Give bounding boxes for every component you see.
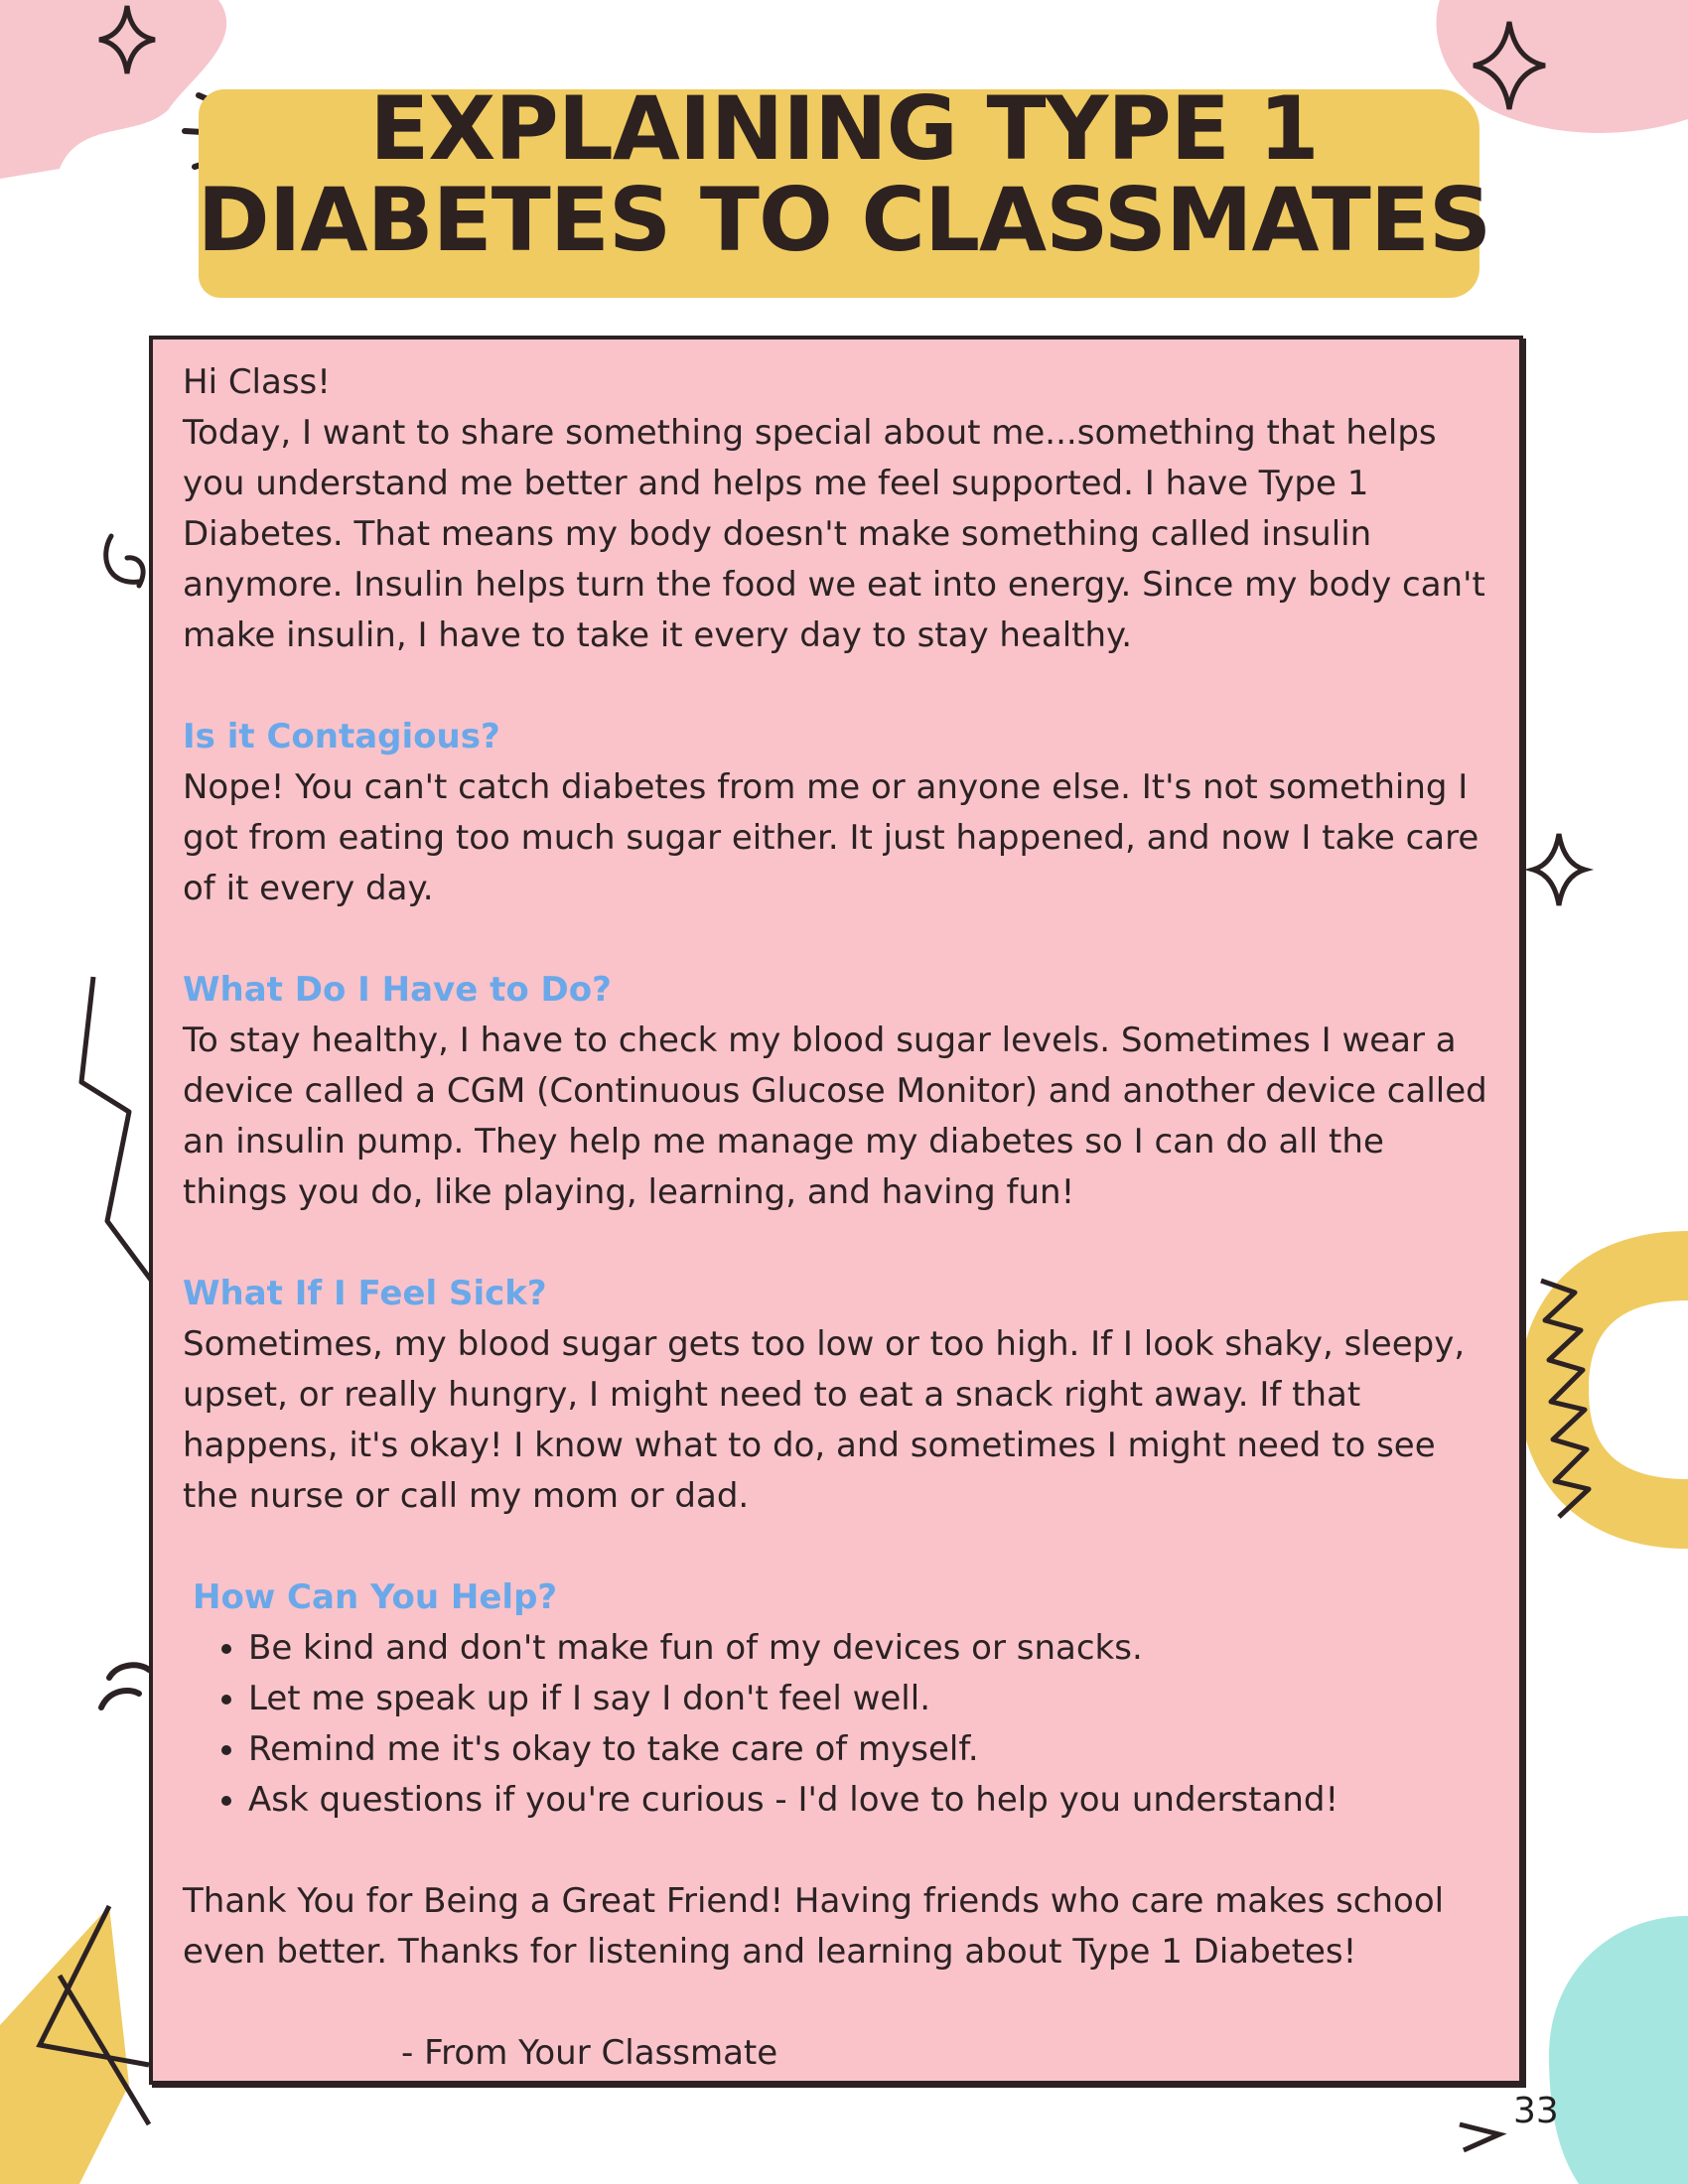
page-number: 33: [1513, 2091, 1559, 2131]
heading-what-to-do: What Do I Have to Do?: [183, 970, 612, 1010]
list-item: • Ask questions if you're curious - I'd love to help you understand!: [248, 1775, 1497, 1826]
page-title: [184, 77, 1504, 271]
squiggle-left: [106, 536, 143, 586]
sparkle-icon: [1533, 834, 1585, 905]
greeting: Hi Class!: [183, 362, 331, 402]
what-to-do-paragraph: To stay healthy, I have to check my blood sugar levels. Sometimes I wear a device called a CGM (Continuous Glucose Monitor) and another device called an insulin pump. They help me manage my diabetes so I can do all the things you do, like playing, learning, and having fun!: [183, 1021, 1487, 1212]
yellow-star-bottom-left: [0, 1906, 129, 2184]
list-item: • Remind me it's okay to take care of myself.: [248, 1724, 1497, 1775]
yellow-ring-right: [1519, 1231, 1688, 1549]
lightning-left: [81, 977, 159, 1291]
heading-how-help: How Can You Help?: [193, 1577, 558, 1617]
teal-blob-bottom-right: [1549, 1916, 1688, 2184]
squiggle-left-lower: [101, 1665, 149, 1707]
letter-card: [149, 336, 1523, 2085]
help-list: [183, 1623, 1497, 1826]
arrow-tip: [1460, 2124, 1499, 2150]
list-item: • Let me speak up if I say I don't feel well.: [248, 1674, 1497, 1724]
signature: - From Your Classmate: [401, 2033, 778, 2073]
list-item: • Be kind and don't make fun of my devices or snacks.: [248, 1623, 1497, 1674]
contagious-paragraph: Nope! You can't catch diabetes from me or anyone else. It's not something I got from eating too much sugar either. It just happened, and now I take care of it every day.: [183, 767, 1479, 908]
intro-paragraph: Today, I want to share something special about me...something that helps you understand me better and helps me feel supported. I have Type 1 Diabetes. That means my body doesn't make something called insulin anymore. Insulin helps turn the food we eat into energy. Since my body can't make insulin, I have to take it every day to stay healthy.: [183, 413, 1485, 655]
heading-contagious: Is it Contagious?: [183, 717, 500, 756]
heading-feel-sick: What If I Feel Sick?: [183, 1274, 547, 1313]
closing-paragraph: Thank You for Being a Great Friend! Having friends who care makes school even better. Thanks for listening and learning about Type 1 Diabetes!: [183, 1881, 1445, 1972]
title-line-2: DIABETES TO CLASSMATES: [197, 169, 1491, 271]
title-line-1: EXPLAINING TYPE 1: [369, 77, 1319, 180]
feel-sick-paragraph: Sometimes, my blood sugar gets too low or too high. If I look shaky, sleepy, upset, or really hungry, I might need to eat a snack right away. If that happens, it's okay! I know what to do, and sometimes I might need to see the nurse or call my mom or dad.: [183, 1324, 1466, 1516]
